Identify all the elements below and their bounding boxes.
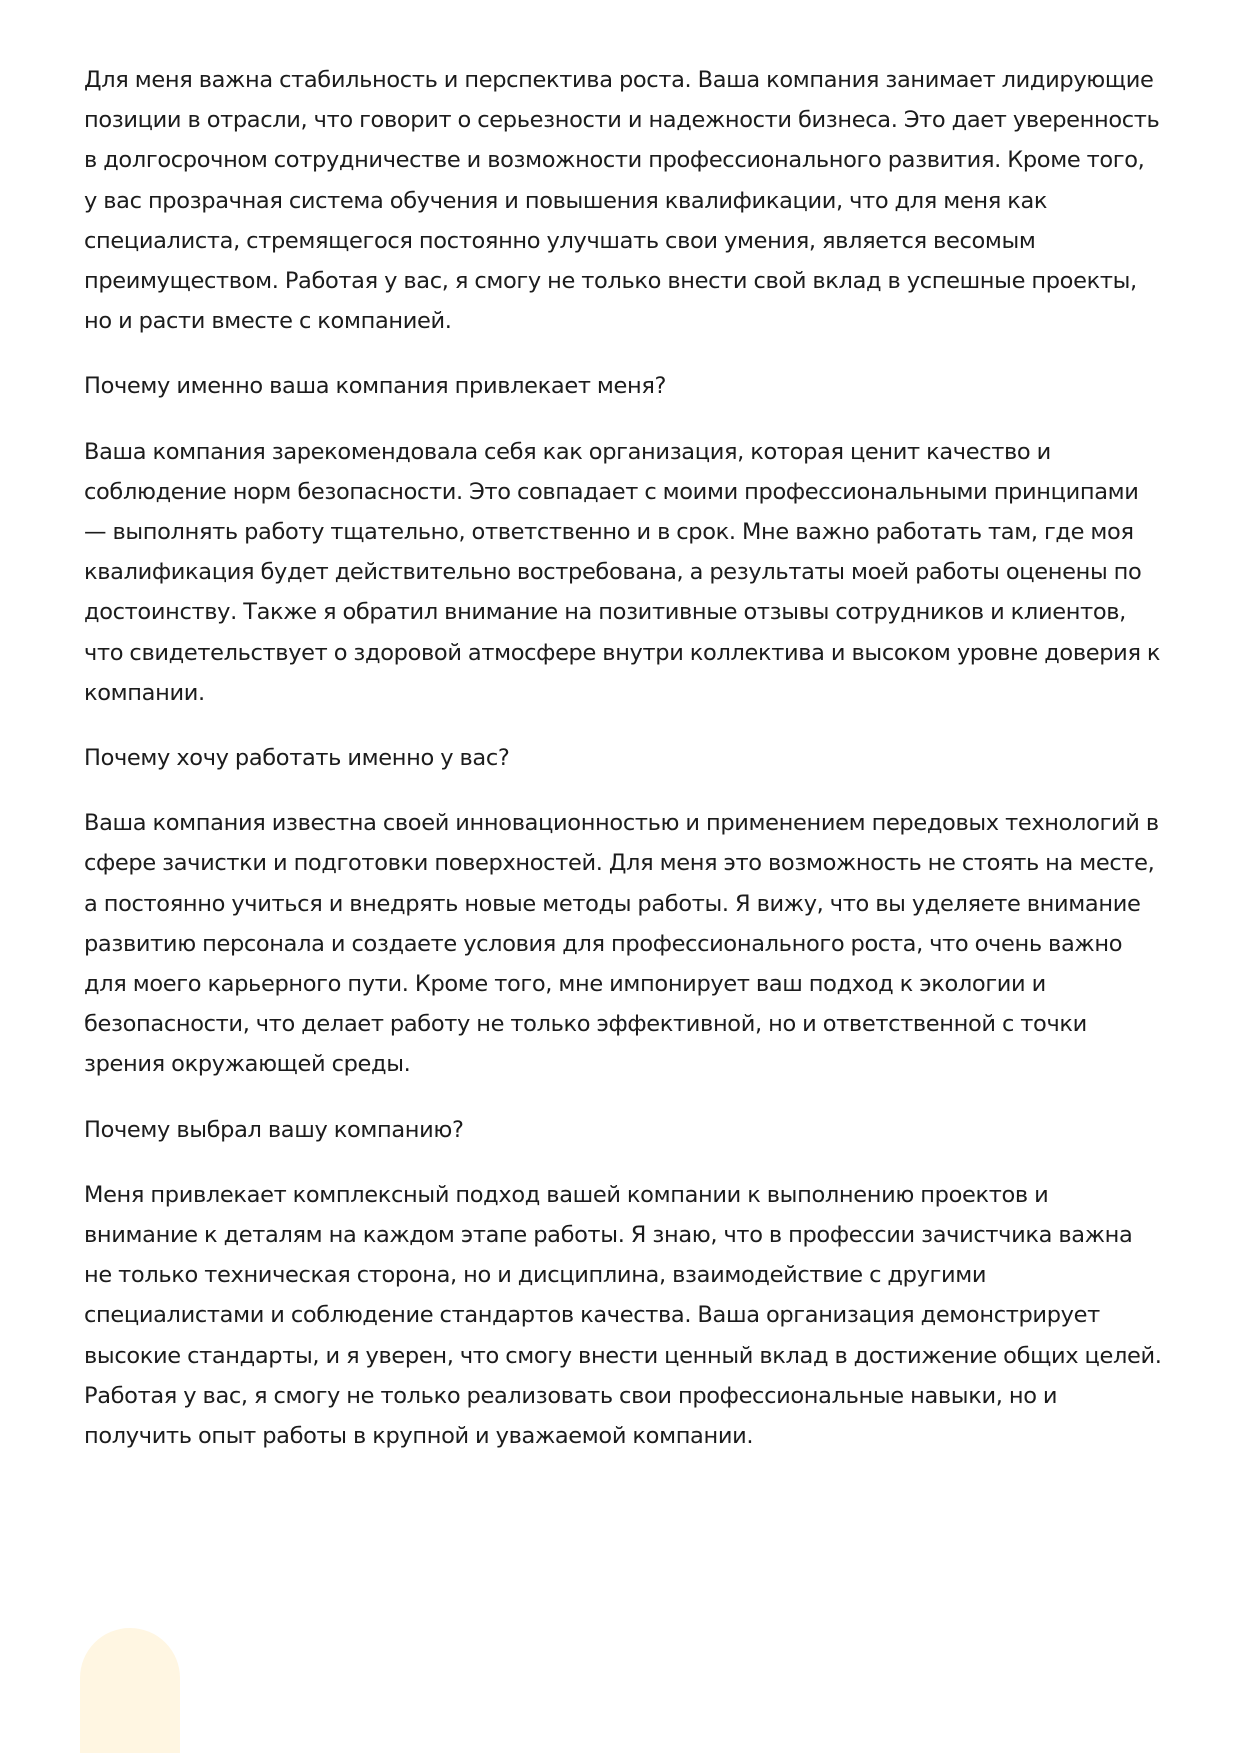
question-why-chose-company: Почему выбрал вашу компанию? bbox=[84, 1116, 464, 1143]
paragraph-comprehensive-approach: Меня привлекает комплексный подход вашей компании к выполнению проектов и внимание к деталям на каждом этапе работы. Я знаю, что в профессии зачистчика важна не только техническая сторона, но и дисциплина, взаимодействие с другими специалистами и соблюдение стандартов качества. Ваша организация демонстрирует высокие стандарты, и я уверен, что смогу внести ценный вклад в достижение общих целей. Работая у вас, я смогу не только реализовать свои профессиональные навыки, но и получить опыт работы в крупной и уважаемой компании. bbox=[84, 1181, 1162, 1450]
document-body bbox=[84, 60, 1162, 1481]
question-why-company-attracts: Почему именно ваша компания привлекает меня? bbox=[84, 373, 667, 400]
paragraph-innovation: Ваша компания известна своей инновационностью и применением передовых технологий в сфере зачистки и подготовки поверхностей. Для меня это возможность не стоять на месте, а постоянно учиться и внедрять новые методы работы. Я вижу, что вы уделяете внимание развитию персонала и создаете условия для профессионального роста, что очень важно для моего карьерного пути. Кроме того, мне импонирует ваш подход к экологии и безопасности, что делает работу не только эффективной, но и ответственной с точки зрения окружающей среды. bbox=[84, 810, 1159, 1078]
paragraph-quality-safety: Ваша компания зарекомендовала себя как организация, которая ценит качество и соблюдение норм безопасности. Это совпадает с моими профессиональными принципами — выполнять работу тщательно, ответственно и в срок. Мне важно работать там, где моя квалификация будет действительно востребована, а результаты моей работы оценены по достоинству. Также я обратил внимание на позитивные отзывы сотрудников и клиентов, что свидетельствует о здоровой атмосфере внутри коллектива и высоком уровне доверия к компании. bbox=[84, 438, 1161, 706]
question-why-work-here: Почему хочу работать именно у вас? bbox=[84, 745, 510, 772]
corner-decoration bbox=[80, 1628, 180, 1753]
paragraph-stability: Для меня важна стабильность и перспектива роста. Ваша компания занимает лидирующие позиции в отрасли, что говорит о серьезности и надежности бизнеса. Это дает уверенность в долгосрочном сотрудничестве и возможности профессионального развития. Кроме того, у вас прозрачная система обучения и повышения квалификации, что для меня как специалиста, стремящегося постоянно улучшать свои умения, является весомым преимуществом. Работая у вас, я смогу не только внести свой вклад в успешные проекты, но и расти вместе с компанией. bbox=[84, 67, 1160, 335]
